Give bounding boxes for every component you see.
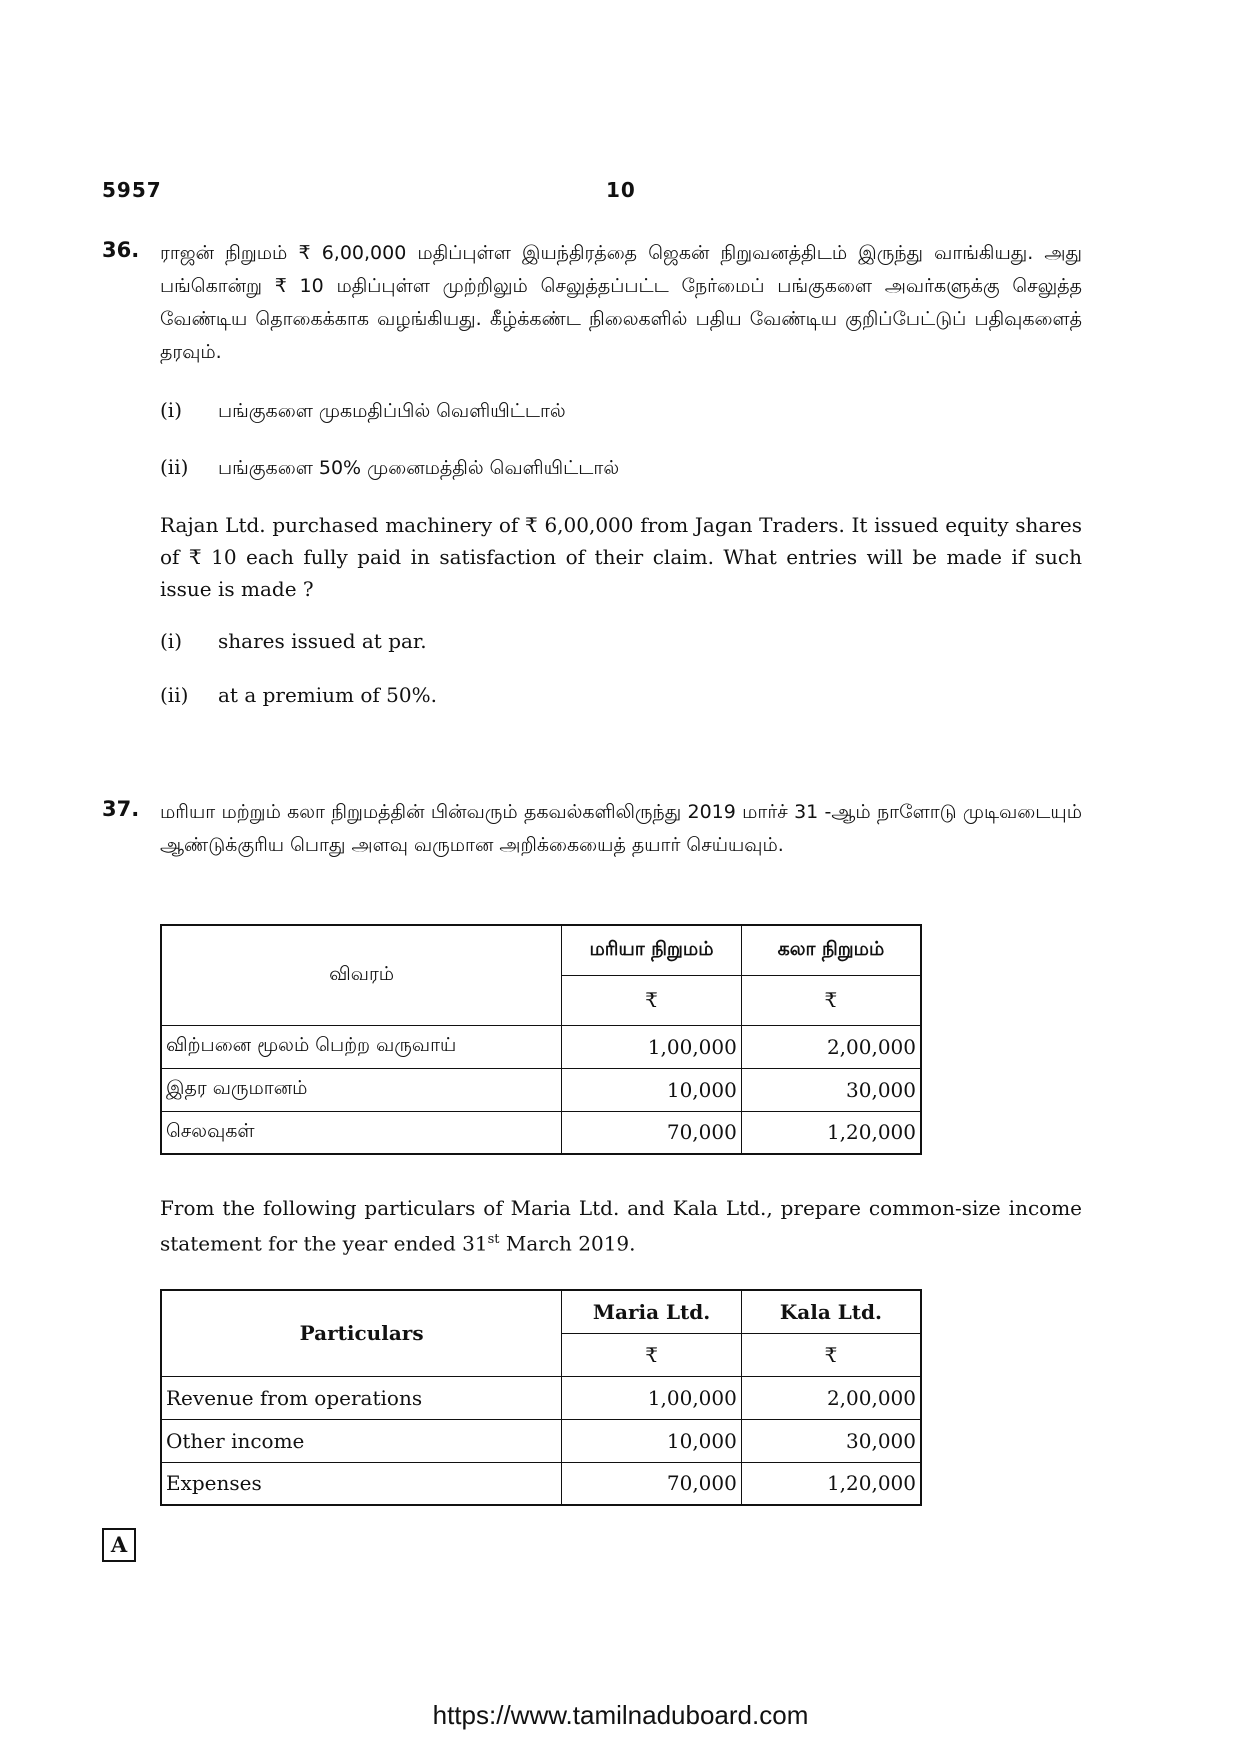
row-label: விற்பனை மூலம் பெற்ற வருவாய்	[161, 1025, 562, 1068]
booklet-mark: A	[102, 1528, 136, 1562]
english-particulars-table	[160, 1289, 922, 1506]
row-label: Expenses	[161, 1462, 562, 1505]
table-row	[161, 1068, 921, 1111]
question-36-english-option-2	[160, 683, 437, 707]
row-value-maria: 1,00,000	[562, 1376, 742, 1419]
row-value-kala: 30,000	[741, 1419, 921, 1462]
table-header-maria: Maria Ltd.	[562, 1290, 742, 1333]
page-number: 10	[606, 178, 636, 202]
row-value-kala: 2,00,000	[741, 1025, 921, 1068]
option-number: (i)	[160, 629, 183, 653]
table-row	[161, 1111, 921, 1154]
option-text: at a premium of 50%.	[218, 683, 437, 707]
row-label: Revenue from operations	[161, 1376, 562, 1419]
question-36-english-text: Rajan Ltd. purchased machinery of ₹ 6,00,000 from Jagan Traders. It issued equity shares of ₹ 10 each fully paid in satisfaction of their claim. What entries will be made if such issue is made ?	[160, 513, 1082, 601]
question-36-number: 36.	[102, 238, 140, 262]
paper-code: 5957	[102, 178, 162, 202]
english-text-before: From the following particulars of Maria Ltd. and Kala Ltd., prepare common-size income statement for the year ended 31	[160, 1196, 1082, 1256]
footer-url-link[interactable]: https://www.tamilnaduboard.com	[432, 1700, 809, 1730]
row-value-maria: 70,000	[562, 1462, 742, 1505]
question-36-tamil-option-2	[160, 455, 619, 482]
table-header-kala: கலா நிறுமம்	[741, 925, 921, 975]
row-value-maria: 1,00,000	[562, 1025, 742, 1068]
row-value-maria: 10,000	[562, 1068, 742, 1111]
row-value-kala: 1,20,000	[741, 1111, 921, 1154]
row-value-kala: 2,00,000	[741, 1376, 921, 1419]
row-value-kala: 30,000	[741, 1068, 921, 1111]
tamil-particulars-table	[160, 924, 922, 1155]
row-value-kala: 1,20,000	[741, 1462, 921, 1505]
currency-symbol: ₹	[562, 1333, 742, 1376]
question-36-english-option-1	[160, 629, 427, 653]
option-number: (ii)	[160, 683, 189, 707]
option-text: shares issued at par.	[218, 629, 427, 653]
table-row	[161, 1419, 921, 1462]
currency-symbol: ₹	[741, 975, 921, 1025]
english-text-after: March 2019.	[499, 1231, 636, 1256]
question-37-english-text	[160, 1192, 1082, 1260]
table-header-particulars: Particulars	[161, 1290, 562, 1376]
option-text: பங்குகளை 50% முனைமத்தில் வெளியிட்டால்	[218, 457, 620, 479]
option-number: (i)	[160, 398, 183, 422]
table-row	[161, 1462, 921, 1505]
question-37-tamil-text: மரியா மற்றும் கலா நிறுமத்தின் பின்வரும் தகவல்களிலிருந்து 2019 மார்ச் 31 -ஆம் நாளோடு முடிவடையும் ஆண்டுக்குரிய பொது அளவு வருமான அறிக்கையைத் தயார் செய்யவும்.	[160, 801, 1082, 856]
option-text: பங்குகளை முகமதிப்பில் வெளியிட்டால்	[218, 400, 566, 422]
currency-symbol: ₹	[741, 1333, 921, 1376]
row-label: இதர வருமானம்	[161, 1068, 562, 1111]
question-37-number: 37.	[102, 797, 140, 821]
table-row	[161, 1025, 921, 1068]
question-36-tamil-option-1	[160, 398, 566, 425]
row-value-maria: 10,000	[562, 1419, 742, 1462]
question-36-tamil-text: ராஜன் நிறுமம் ₹ 6,00,000 மதிப்புள்ள இயந்திரத்தை ஜெகன் நிறுவனத்திடம் இருந்து வாங்கியது. அது பங்கொன்று ₹ 10 மதிப்புள்ள முற்றிலும் செலுத்தப்பட்ட நேர்மைப் பங்குகளை அவர்களுக்கு செலுத்த வேண்டிய தொகைக்காக வழங்கியது. கீழ்க்கண்ட நிலைகளில் பதிய வேண்டிய குறிப்பேட்டுப் பதிவுகளைத் தரவும்.	[160, 242, 1082, 363]
row-value-maria: 70,000	[562, 1111, 742, 1154]
table-header-maria: மரியா நிறுமம்	[562, 925, 742, 975]
row-label: Other income	[161, 1419, 562, 1462]
row-label: செலவுகள்	[161, 1111, 562, 1154]
english-superscript: st	[487, 1232, 500, 1247]
table-header-kala: Kala Ltd.	[741, 1290, 921, 1333]
currency-symbol: ₹	[562, 975, 742, 1025]
option-number: (ii)	[160, 455, 189, 479]
table-header-particulars: விவரம்	[161, 925, 562, 1025]
table-row	[161, 1376, 921, 1419]
